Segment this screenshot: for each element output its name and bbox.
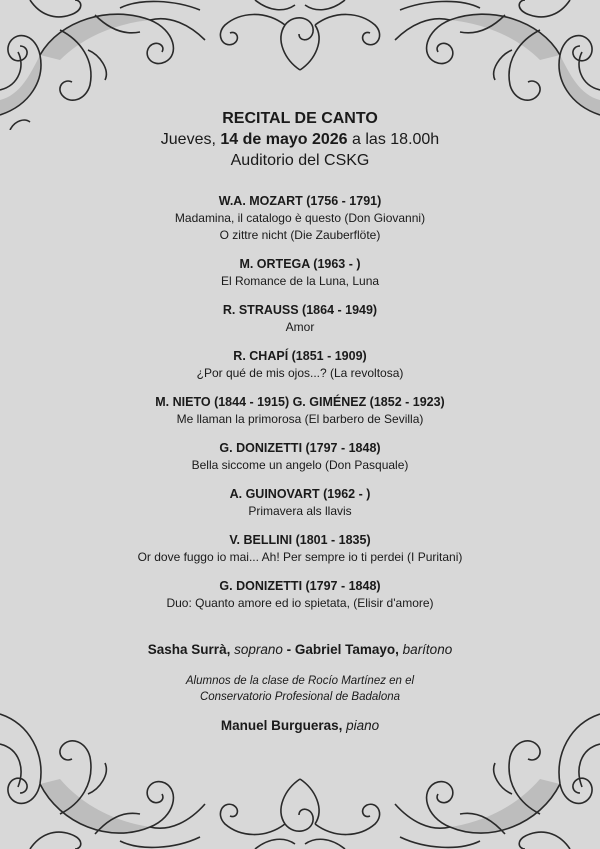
students-line-1: Alumnos de la clase de Rocío Martínez en el xyxy=(185,675,415,687)
work-title: ¿Por qué de mis ojos...? (La revoltosa) xyxy=(196,366,404,380)
composer: G. DONIZETTI (1797 - 1848) xyxy=(219,441,381,455)
program-item xyxy=(0,348,600,382)
work-title: Madamina, il catalogo è questo (Don Giovanni) xyxy=(174,211,426,225)
program-item xyxy=(0,440,600,474)
composer: A. GUINOVART (1962 - ) xyxy=(229,487,371,501)
singers-line xyxy=(0,641,600,659)
singer-separator: - xyxy=(282,642,295,657)
composer: R. CHAPÍ (1851 - 1909) xyxy=(233,349,367,363)
work-title: Bella siccome un angelo (Don Pasquale) xyxy=(191,458,409,472)
program-item xyxy=(0,394,600,428)
program-item xyxy=(0,256,600,290)
program-item xyxy=(0,302,600,336)
recital-date xyxy=(0,129,600,150)
composer: R. STRAUSS (1864 - 1949) xyxy=(222,303,378,317)
singer-2-role: barítono xyxy=(402,642,453,657)
work-title: O zittre nicht (Die Zauberflöte) xyxy=(219,228,381,242)
singer-1-role: soprano xyxy=(234,642,283,657)
ornament-top-center-icon xyxy=(215,0,385,80)
date-prefix: Jueves, xyxy=(160,131,221,148)
work-title: El Romance de la Luna, Luna xyxy=(220,274,380,288)
students-line-2: Conservatorio Profesional de Badalona xyxy=(199,691,401,703)
program-item xyxy=(0,532,600,566)
composer: M. ORTEGA (1963 - ) xyxy=(239,257,361,271)
singer-1-name: Sasha Surrà, xyxy=(147,642,235,657)
program-item xyxy=(0,486,600,520)
program-list xyxy=(0,193,600,612)
pianist-name: Manuel Burgueras, xyxy=(220,718,347,733)
recital-venue: Auditorio del CSKG xyxy=(230,152,370,169)
work-title: Me llaman la primorosa (El barbero de Sevilla) xyxy=(176,412,424,426)
composer: G. DONIZETTI (1797 - 1848) xyxy=(219,579,381,593)
composer: W.A. MOZART (1756 - 1791) xyxy=(218,194,382,208)
pianist-line xyxy=(0,717,600,735)
work-title: Or dove fuggo io mai... Ah! Per sempre io ti perdei (I Puritani) xyxy=(137,550,463,564)
work-title: Amor xyxy=(285,320,315,334)
ornament-bottom-center-icon xyxy=(215,769,385,849)
pianist-role: piano xyxy=(346,718,380,733)
work-title: Duo: Quanto amore ed io spietata, (Elisir d'amore) xyxy=(166,596,434,610)
students-note xyxy=(0,673,600,705)
work-title: Primavera als llavis xyxy=(248,504,352,518)
composer: V. BELLINI (1801 - 1835) xyxy=(229,533,371,547)
program-content xyxy=(0,108,600,735)
recital-title: RECITAL DE CANTO xyxy=(222,110,378,127)
program-item xyxy=(0,193,600,244)
singer-2-name: Gabriel Tamayo, xyxy=(294,642,403,657)
date-suffix: a las 18.00h xyxy=(347,131,440,148)
program-item xyxy=(0,578,600,612)
date-value: 14 de mayo 2026 xyxy=(220,131,348,148)
composer: M. NIETO (1844 - 1915) G. GIMÉNEZ (1852 - 1923) xyxy=(155,395,445,409)
